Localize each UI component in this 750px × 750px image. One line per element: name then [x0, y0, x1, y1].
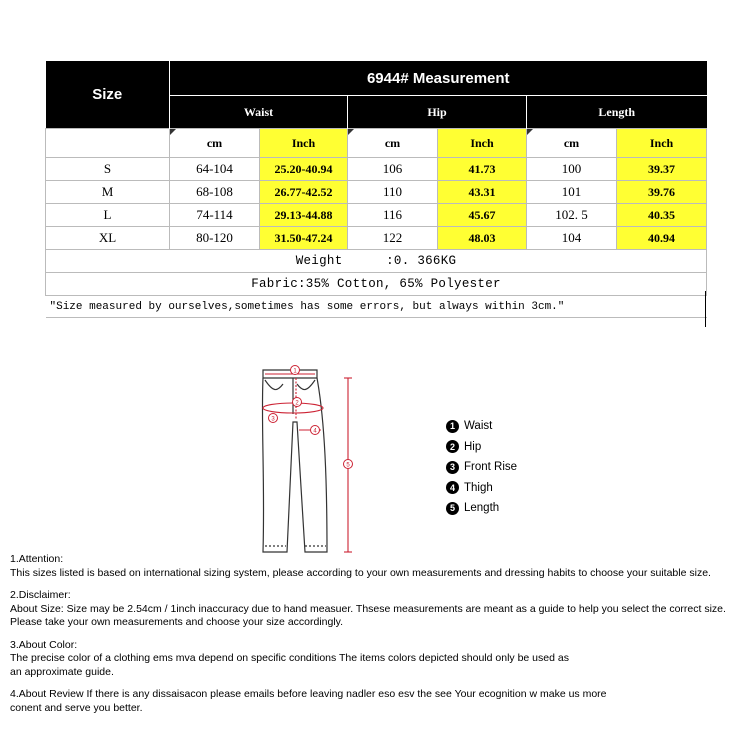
hip-inch-value: 43.31	[438, 181, 527, 204]
attention-note	[10, 553, 748, 580]
table-row	[46, 181, 707, 204]
size-column-header: Size	[46, 61, 170, 129]
legend-label: Waist	[464, 420, 493, 433]
legend-item	[446, 416, 517, 437]
hip-inch-value: 48.03	[438, 227, 527, 250]
table-row	[46, 158, 707, 181]
table-row	[46, 204, 707, 227]
marker-front-rise: 3	[271, 416, 275, 423]
pants-drawing	[255, 362, 365, 557]
unit-header-hip-inch: Inch	[438, 129, 527, 158]
notes-section	[10, 553, 748, 724]
waist-cm-value: 68-108	[170, 181, 260, 204]
note-text: an approximate guide.	[10, 665, 114, 678]
legend-item	[446, 457, 517, 478]
review-note	[10, 688, 748, 715]
marker-hip: 2	[295, 400, 299, 407]
measurement-legend	[446, 416, 517, 519]
size-label: L	[46, 204, 170, 227]
waist-inch-value: 25.20-40.94	[260, 158, 348, 181]
note-text: About Size: Size may be 2.54cm / 1inch inaccuracy due to hand measuer. Thsese measurements are meant as a guide to help you select the correct size.	[10, 602, 726, 615]
hip-inch-value: 41.73	[438, 158, 527, 181]
length-inch-value: 39.37	[617, 158, 707, 181]
note-text: conent and serve you better.	[10, 701, 143, 714]
weight-value: :0. 366KG	[386, 254, 457, 268]
disclaimer-note	[10, 589, 748, 630]
hip-group-header: Hip	[348, 96, 527, 129]
note-text: Please take your own measurements and choose your size accordingly.	[10, 616, 344, 628]
waist-inch-value: 29.13-44.88	[260, 204, 348, 227]
hip-inch-value: 45.67	[438, 204, 527, 227]
note-text: 4.About Review If there is any dissaisacon please emails before leaving nadler eso esv the see Your ecognition w make us more	[10, 688, 607, 700]
length-inch-value: 40.35	[617, 204, 707, 227]
note-title: 3.About Color:	[10, 638, 78, 651]
legend-number: 3	[446, 461, 459, 474]
hip-cm-value: 110	[348, 181, 438, 204]
waist-inch-value: 26.77-42.52	[260, 181, 348, 204]
fabric-row: Fabric:35% Cotton, 65% Polyester	[46, 273, 707, 296]
legend-item	[446, 478, 517, 499]
size-label: S	[46, 158, 170, 181]
legend-label: Front Rise	[464, 461, 518, 474]
unit-header-length-cm: cm	[527, 129, 617, 158]
legend-number: 2	[446, 440, 459, 453]
size-label: M	[46, 181, 170, 204]
note-text: The precise color of a clothing ems mva depend on specific conditions The items colors depicted should only be used as	[10, 652, 569, 664]
color-note	[10, 639, 748, 680]
pants-illustration	[255, 362, 365, 557]
legend-label: Length	[464, 502, 500, 515]
weight-row	[46, 250, 707, 273]
table-right-edge	[705, 291, 706, 327]
length-inch-value: 39.76	[617, 181, 707, 204]
size-label: XL	[46, 227, 170, 250]
length-cm-value: 102. 5	[527, 204, 617, 227]
length-cm-value: 101	[527, 181, 617, 204]
waist-cm-value: 74-114	[170, 204, 260, 227]
size-chart-table	[45, 61, 706, 327]
waist-inch-value: 31.50-47.24	[260, 227, 348, 250]
unit-header-waist-inch: Inch	[260, 129, 348, 158]
weight-label: Weight	[295, 254, 343, 268]
hip-cm-value: 122	[348, 227, 438, 250]
length-cm-value: 104	[527, 227, 617, 250]
legend-number: 4	[446, 481, 459, 494]
note-title: 1.Attention:	[10, 553, 64, 565]
unit-header-length-inch: Inch	[617, 129, 707, 158]
hip-cm-value: 116	[348, 204, 438, 227]
marker-thigh: 4	[313, 428, 317, 435]
marker-waist: 1	[293, 368, 297, 375]
legend-item	[446, 437, 517, 458]
legend-label: Hip	[464, 440, 482, 453]
legend-item	[446, 498, 517, 519]
unit-header-waist-cm: cm	[170, 129, 260, 158]
note-title: 2.Disclaimer:	[10, 589, 71, 601]
length-inch-value: 40.94	[617, 227, 707, 250]
length-cm-value: 100	[527, 158, 617, 181]
unit-blank-cell	[46, 129, 170, 158]
legend-label: Thigh	[464, 481, 493, 494]
length-group-header: Length	[527, 96, 707, 129]
note-text: This sizes listed is based on international sizing system, please according to your own measurements and dressing habits to choose your suitable size.	[10, 566, 711, 579]
unit-header-hip-cm: cm	[348, 129, 438, 158]
table-title: 6944# Measurement	[170, 61, 707, 96]
legend-number: 1	[446, 420, 459, 433]
table-row	[46, 227, 707, 250]
marker-length: 5	[346, 462, 350, 469]
hip-cm-value: 106	[348, 158, 438, 181]
waist-cm-value: 80-120	[170, 227, 260, 250]
legend-number: 5	[446, 502, 459, 515]
waist-cm-value: 64-104	[170, 158, 260, 181]
waist-group-header: Waist	[170, 96, 348, 129]
measurement-note: "Size measured by ourselves,sometimes has some errors, but always within 3cm."	[46, 296, 707, 318]
